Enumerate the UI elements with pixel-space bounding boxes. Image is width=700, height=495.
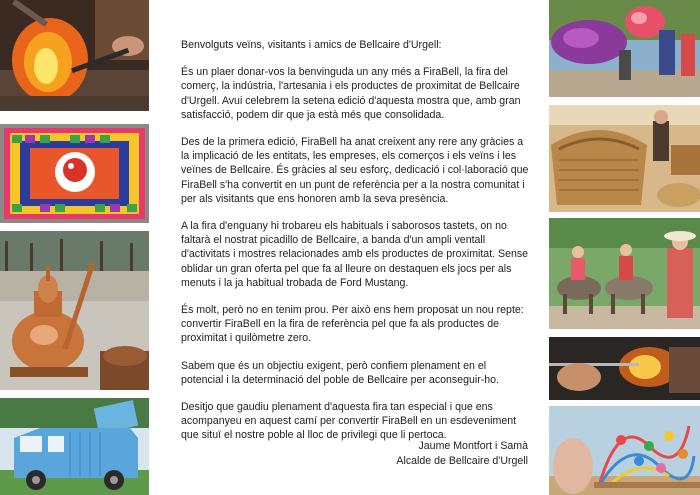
giant-board-game-photo	[0, 124, 149, 223]
wicker-baskets-photo	[549, 105, 700, 212]
blue-van-photo	[0, 398, 149, 495]
letter-paragraph-3: A la fira d'enguany hi trobareu els habituals i saborosos tastets, on no faltarà el nostrat picadillo de Bellcaire, a banda d'un ampli ventall d'activitats i mostres relacionades amb els productes de proximitat. Sense oblidar un gran oferta pel que fa al lleure on destaquen els jocs per als menuts i la ja habitual trobada de Ford Mustang.	[181, 220, 529, 289]
signature-block	[396, 439, 528, 469]
letter-paragraph-6: Desitjo que gaudiu plenament d'aquesta fira tan especial i que ens acompanyeu en aquest camí per convertir FiraBell en un esdeveniment que situï el nostre poble al lloc de privilegi que li pertoca.	[181, 401, 517, 442]
bead-maze-toy-photo	[549, 406, 700, 495]
copper-still-photo	[0, 231, 149, 390]
letter-greeting: Benvolguts veïns, visitants i amics de Bellcaire d'Urgell:	[181, 39, 442, 51]
letter-paragraph-1: És un plaer donar-vos la benvinguda un any més a FiraBell, la fira del comerç, la indústria, l'artesania i els productes de proximitat de Bellcaire d'Urgell. Avui celebrem la setena edició d'aquesta mostra que, amb gran satisfacció, podem dir que ja està més que consolidada.	[181, 66, 521, 121]
welcome-letter	[181, 38, 531, 456]
glassblowing-photo	[549, 337, 700, 400]
signature-title: Alcalde de Bellcaire d'Urgell	[396, 455, 528, 467]
letter-paragraph-2: Des de la primera edició, FiraBell ha anat creixent any rere any gràcies a la implicació de les entitats, les empreses, els comerços i els veïns i les veïnes de Bellcaire. És gràcies al seu esforç, dedicació i col·laboració que FiraBell s'ha convertit en un punt de referència per a la nostra comunitat i per als visitants que ens honoren amb la seva presència.	[181, 136, 529, 205]
donkey-ride-photo	[549, 218, 700, 329]
blacksmith-forge-photo	[0, 0, 149, 111]
giant-puppet-photo	[549, 0, 700, 97]
letter-paragraph-5: Sabem que és un objectiu exigent, però confiem plenament en el potencial i la determinació del poble de Bellcaire per aconseguir-ho.	[181, 359, 500, 386]
letter-paragraph-4: És molt, però no en tenim prou. Per això ens hem proposat un nou repte: convertir FiraBell en la fira de referència pel que fa als productes de proximitat i quilòmetre zero.	[181, 304, 524, 345]
signature-name: Jaume Montfort i Samà	[418, 440, 528, 452]
